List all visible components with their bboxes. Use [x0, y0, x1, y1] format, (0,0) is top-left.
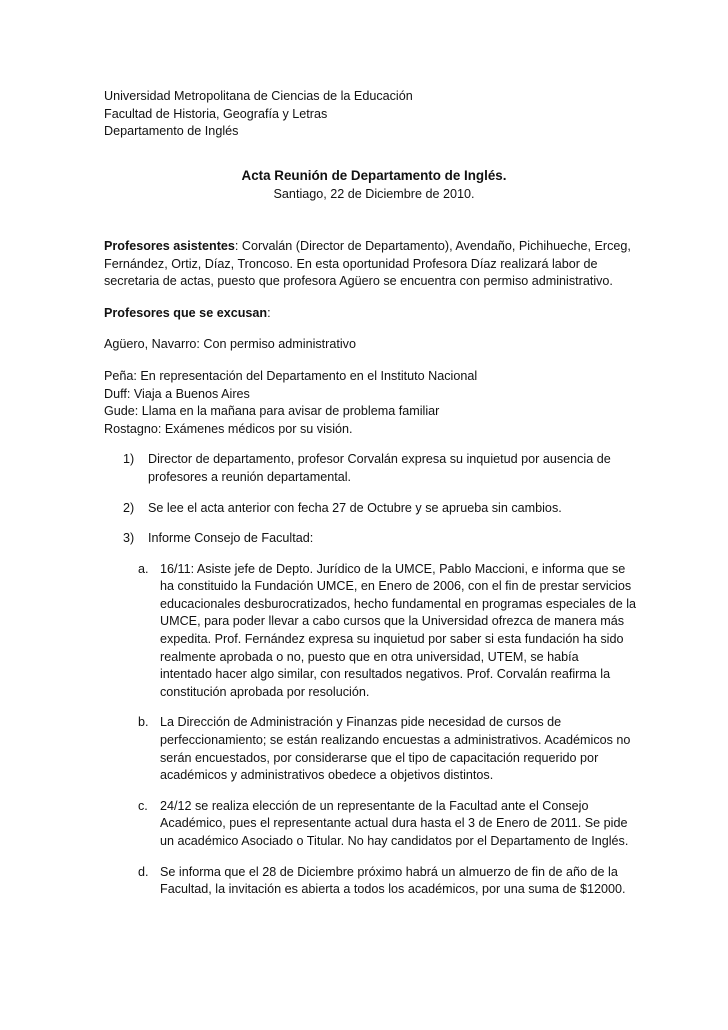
attendees-line: secretaria de actas, puesto que profesora Agüero se encuentra con permiso administrativo. — [104, 274, 613, 289]
attendees-line: Fernández, Ortiz, Díaz, Troncoso. En esta oportunidad Profesora Díaz realizará labor de — [104, 256, 598, 271]
faculty-name: Facultad de Historia, Geografía y Letras — [104, 106, 328, 121]
item-marker: 2) — [123, 500, 135, 515]
excused-list — [104, 368, 624, 438]
agenda-item-3 — [104, 530, 624, 548]
excused-line: Peña: En representación del Departamento en el Instituto Nacional — [104, 368, 478, 383]
subitem-line: realmente aprobada o no, puesto que en otra universidad, UTEM, se había — [160, 649, 579, 664]
subitem-line: 16/11: Asiste jefe de Depto. Jurídico de la UMCE, Pablo Maccioni, e informa que se — [160, 561, 626, 576]
attendees-paragraph — [104, 238, 631, 291]
subitem-line: ha constituido la Fundación UMCE, en Enero de 2006, con el fin de prestar servicios — [160, 579, 632, 594]
excused-line: Duff: Viaja a Buenos Aires — [104, 386, 250, 401]
agenda-item-2 — [104, 500, 624, 518]
item-marker: 1) — [123, 452, 135, 467]
university-name: Universidad Metropolitana de Ciencias de la Educación — [104, 89, 413, 103]
subitem-marker: d. — [138, 864, 149, 879]
subitem-line: perfeccionamiento; se están realizando encuestas a administrativos. Académicos no — [160, 733, 631, 748]
item-line: Informe Consejo de Facultad: — [148, 531, 314, 546]
excused-label: Profesores que se excusan — [104, 305, 268, 320]
subitem-line: académicos y administrativos obedece a objetivos distintos. — [160, 768, 494, 783]
subitem-line: Se informa que el 28 de Diciembre próximo habrá un almuerzo de fin de año de la — [160, 864, 618, 879]
subitem-marker: c. — [138, 798, 148, 813]
subitem-line: serán encuestados, por considerarse que el tipo de capacitación requerido por — [160, 750, 599, 765]
item-line: profesores a reunión departamental. — [148, 469, 352, 484]
item-line: Director de departamento, profesor Corvalán expresa su inquietud por ausencia de — [148, 452, 611, 467]
excused-first-line: Agüero, Navarro: Con permiso administrativo — [104, 337, 356, 352]
subitem-line: un académico Asociado o Titular. No hay candidatos por el Departamento de Inglés. — [160, 834, 629, 848]
agenda-item-1 — [104, 451, 624, 486]
subitem-line: Facultad, la invitación es abierta a todos los académicos, por una suma de $12000. — [160, 882, 626, 897]
document-title: Acta Reunión de Departamento de Inglés. — [241, 167, 507, 183]
attendees-line: : Corvalán (Director de Departamento), Avendaño, Pichihueche, Erceg, — [234, 238, 631, 253]
department-name: Departamento de Inglés — [104, 124, 239, 139]
subitem-line: intentado hacer algo similar, con resultados negativos. Prof. Corvalán reafirma la — [160, 667, 611, 682]
subitem-line: Académico, pues el representante actual dura hasta el 3 de Enero de 2011. Se pide — [160, 816, 628, 831]
subitem-line: educacionales desburocratizados, hecho fundamental en programas especiales de la — [160, 596, 637, 611]
subitem-line: UMCE, para poder llevar a cabo cursos que la Universidad ofrezca de manera más — [160, 614, 625, 629]
subitem-line: 24/12 se realiza elección de un representante de la Facultad ante el Consejo — [160, 798, 589, 813]
subitem-line: expedita. Prof. Fernández expresa su inquietud por saber si esta fundación ha sido — [160, 632, 624, 647]
document-page — [104, 88, 637, 899]
letterhead — [104, 88, 624, 141]
subitem-d — [104, 864, 624, 899]
subitem-a — [104, 561, 637, 702]
subitem-line: La Dirección de Administración y Finanzas pide necesidad de cursos de — [160, 715, 562, 730]
subitem-b — [104, 714, 631, 784]
document-date: Santiago, 22 de Diciembre de 2010. — [273, 187, 475, 202]
subitem-c — [104, 798, 629, 851]
excused-line: Rostagno: Exámenes médicos por su visión. — [104, 421, 353, 436]
subitem-marker: b. — [138, 715, 149, 730]
item-line: Se lee el acta anterior con fecha 27 de Octubre y se aprueba sin cambios. — [148, 500, 562, 515]
excused-heading — [104, 305, 624, 323]
item-marker: 3) — [123, 531, 135, 546]
subitem-marker: a. — [138, 561, 149, 576]
excused-colon: : — [267, 305, 271, 320]
attendees-label: Profesores asistentes — [104, 238, 235, 253]
subitem-line: constitución aprobada por resolución. — [160, 684, 370, 699]
excused-line: Gude: Llama en la mañana para avisar de problema familiar — [104, 404, 440, 419]
